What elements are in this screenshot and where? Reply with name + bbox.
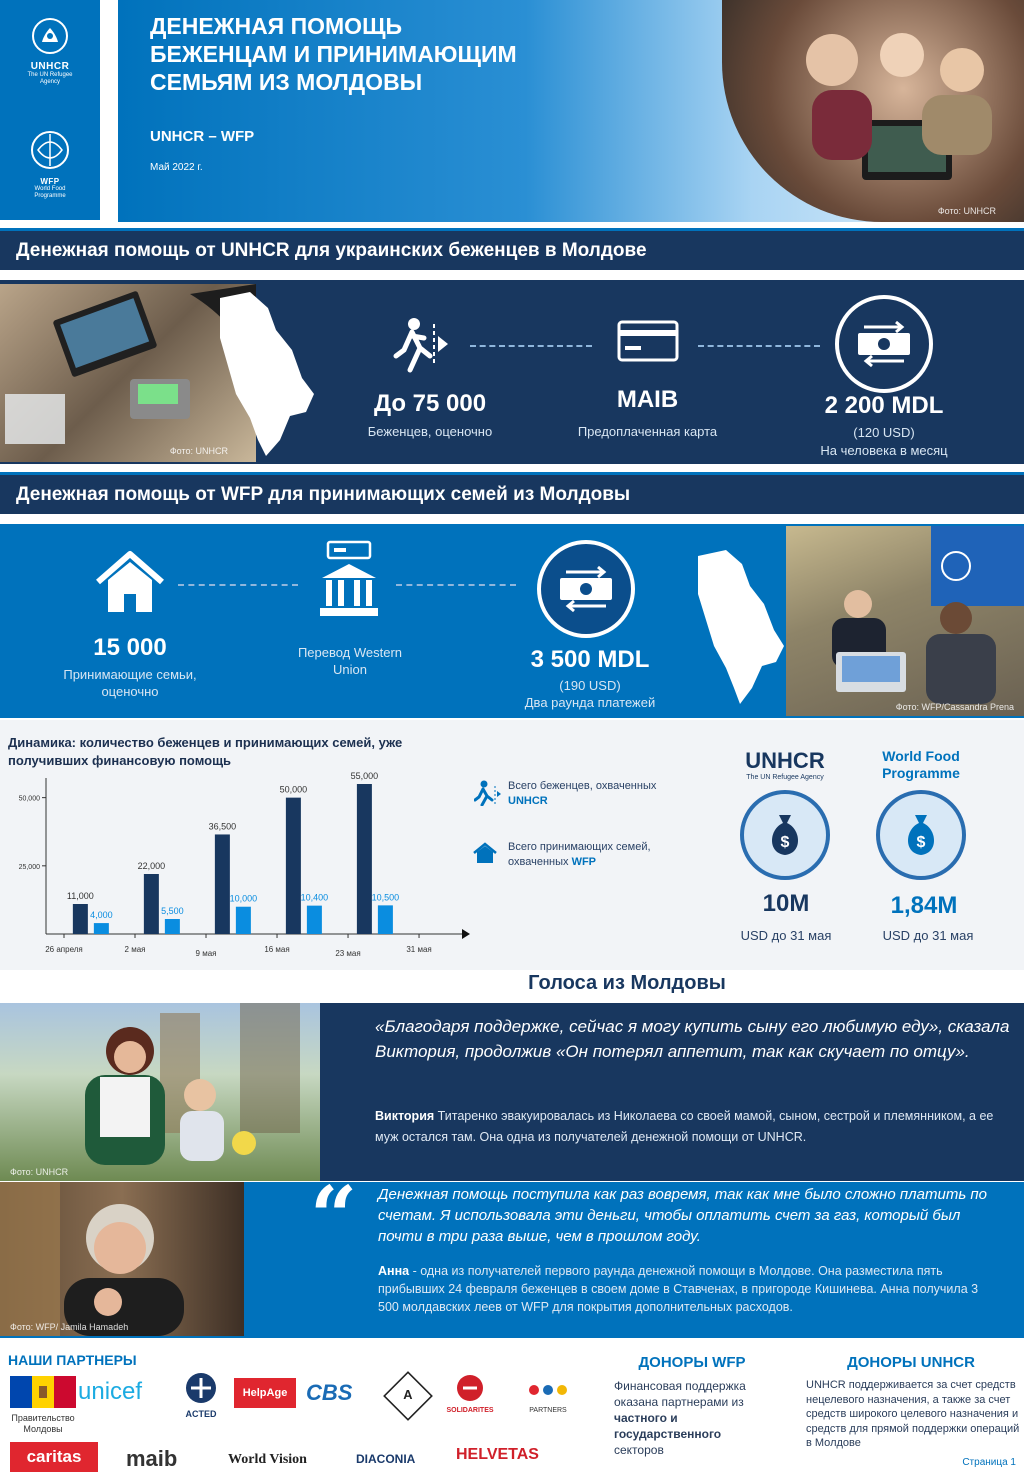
card-icon: [617, 320, 679, 362]
section1-stat1-value: До 75 000: [373, 390, 487, 417]
section1-bar: [0, 228, 1024, 270]
section1-stat2-value: MAIB: [616, 386, 679, 413]
bar-chart: [0, 768, 480, 964]
bar-wfp: [378, 905, 393, 934]
story2-body: - одна из получателей первого раунда денежной помощи в Молдове. Она разместила пять прибывших 24 февраля беженцев в своем доме в Ставченах, в пригороде Кишинева. Анна получила 3 500 молдавских леев от WFP для покрытия дополнительных расходов.: [378, 1264, 979, 1314]
story1-body: Титаренко эвакуировалась из Николаева со своей мамой, сыном, сестрой и племянником, а ее муж остался там. Она одна из получателей денежной помощи от UNHCR.: [375, 1109, 994, 1144]
bar-wfp-value-label: 10,400: [300, 892, 329, 903]
running-person-icon: [390, 316, 452, 374]
story2-text: [378, 1262, 998, 1316]
x-tick-label: 2 мая: [124, 945, 146, 954]
svg-text:$: $: [780, 834, 790, 851]
section1-stat3-label: На человека в месяц: [820, 443, 948, 458]
wfp-office-photo-placeholder: [786, 526, 1024, 716]
wfp-donors-title: ДОНОРЫ WFP: [638, 1354, 746, 1371]
wfp-donors-text: [614, 1378, 774, 1458]
section1-stat2-label: Предоплаченная карта: [577, 424, 718, 439]
story1-photo: [0, 1003, 320, 1181]
money-bag-icon: [765, 811, 805, 859]
donation-unhcr-value: 10M: [762, 890, 810, 917]
x-axis-arrow: [462, 929, 470, 939]
running-person-icon: [474, 780, 502, 806]
story1-photo-credit: Фото: UNHCR: [10, 1167, 69, 1177]
y-tick-label: 50,000: [18, 795, 40, 803]
story1-photo-placeholder: [0, 1003, 320, 1181]
bar-unhcr: [73, 904, 88, 934]
house-icon: [472, 842, 498, 864]
partner-diamond-logo: [383, 1371, 433, 1421]
bar-unhcr-value-label: 55,000: [350, 771, 379, 781]
dots-logo-icon: [526, 1378, 570, 1402]
unhcr-donors-title: ДОНОРЫ UNHCR: [847, 1354, 975, 1371]
bar-unhcr-value-label: 11,000: [66, 891, 94, 901]
bar-wfp: [307, 906, 322, 934]
section1-stat1-label: Беженцев, оценочно: [367, 424, 493, 439]
page-date: Май 2022 г.: [150, 162, 203, 173]
section2-stat3-sub: (190 USD): [559, 678, 621, 693]
bar-wfp-value-label: 5,500: [161, 906, 184, 916]
section2-title: Денежная помощь от WFP для принимающих семей из Молдовы: [16, 484, 631, 505]
page-subtitle: UNHCR – WFP: [150, 128, 255, 145]
donation-wfp-circle: [876, 790, 966, 880]
page-number: Страница 1: [962, 1457, 1016, 1468]
header-photo-credit: Фото: UNHCR: [937, 206, 996, 216]
donation-unhcr-org: [730, 748, 840, 781]
legend-wfp-org: WFP: [571, 856, 597, 868]
section2-stat3-label: Два раунда платежей: [524, 695, 656, 710]
section2-photo: [786, 526, 1024, 716]
solidarites-logo-icon: [454, 1374, 486, 1402]
svg-text:$: $: [916, 834, 926, 851]
partner-acted: [180, 1372, 222, 1419]
page-title-line-1: ДЕНЕЖНАЯ ПОМОЩЬ: [150, 13, 403, 39]
section2-connector-2: [396, 584, 516, 586]
bar-wfp-value-label: 4,000: [90, 910, 113, 921]
legend-unhcr-org: UNHCR: [508, 795, 548, 807]
legend-wfp-text: Всего принимающих семей, охваченных: [508, 841, 651, 868]
section2-connector-1: [178, 584, 298, 586]
page-title: [150, 12, 580, 96]
partner-partners-logo: [506, 1378, 590, 1414]
page-title-line-3: СЕМЬЯМ ИЗ МОЛДОВЫ: [150, 69, 423, 95]
bar-unhcr: [215, 834, 230, 934]
bank-icon: [318, 540, 380, 618]
chart-title: Динамика: количество беженцев и принимающих семей, уже получивших финансовую помощь: [8, 735, 403, 768]
story2-name: Анна: [378, 1264, 410, 1278]
unhcr-donors-text: UNHCR поддерживается за счет средств нецелевого назначения, а также за счет средств широкого целевого назначения и средств для прямой поддержки операций в Молдове: [806, 1379, 1020, 1449]
cash-transfer-icon: [556, 564, 616, 614]
section1-stat3-circle: [835, 295, 933, 393]
cash-transfer-icon: [854, 319, 914, 369]
wfp-logo-sub: World Food Programme: [34, 186, 66, 199]
story1-name: Виктория: [375, 1109, 435, 1123]
donation-wfp-org: World Food Programme: [882, 748, 960, 781]
wfp-donors-text-1: Финансовая поддержка оказана партнерами из: [614, 1379, 746, 1409]
partner-caritas: caritas: [10, 1442, 98, 1472]
wfp-logo-text: WFP: [40, 177, 60, 186]
legend-wfp: [508, 840, 658, 870]
wfp-emblem-icon: [28, 128, 72, 172]
quote-mark-icon: “: [310, 1169, 358, 1265]
partner-helvetas: HELVETAS: [456, 1446, 539, 1463]
donation-unhcr-org-sub: The UN Refugee Agency: [746, 774, 824, 781]
partner-helpage: HelpAge: [234, 1378, 296, 1408]
bar-unhcr: [144, 874, 159, 934]
unhcr-logo: [20, 16, 80, 86]
section2-stat3-value: 3 500 MDL: [530, 646, 650, 673]
partner-unicef: unicef: [78, 1378, 143, 1405]
bar-unhcr-value-label: 22,000: [137, 861, 166, 871]
story2-photo: [0, 1182, 244, 1336]
partner-partners-label: PARTNERS: [529, 1407, 567, 1414]
section2-photo-credit: Фото: WFP/Cassandra Prena: [895, 702, 1014, 712]
page-title-line-2: БЕЖЕНЦАМ И ПРИНИМАЮЩИМ: [150, 41, 517, 67]
donation-unhcr-label: USD до 31 мая: [740, 928, 832, 943]
partner-acted-label: ACTED: [185, 1409, 217, 1419]
partner-solidarites-label: SOLIDARITES: [446, 1407, 494, 1414]
bar-unhcr: [286, 798, 301, 934]
header-logo-panel: [0, 0, 100, 220]
section1-photo-credit: Фото: UNHCR: [169, 446, 228, 456]
section1-connector-2: [698, 345, 820, 347]
family-photo-placeholder: [722, 0, 1024, 222]
x-tick-label: 31 мая: [406, 945, 432, 954]
bar-unhcr: [357, 784, 372, 934]
section2-stat1-label: Принимающие семьи, оценочно: [63, 667, 197, 699]
partner-world-vision: World Vision: [228, 1452, 307, 1467]
bar-wfp-value-label: 10,500: [371, 892, 400, 903]
bar-wfp: [94, 923, 109, 934]
story2-photo-credit: Фото: WFP/ Jamila Hamadeh: [10, 1322, 129, 1332]
voices-title: Голоса из Молдовы: [528, 972, 726, 994]
partner-diaconia: DIACONIA: [356, 1452, 416, 1466]
story2-photo-placeholder: [0, 1182, 244, 1336]
partner-maib: maib: [126, 1446, 178, 1471]
wfp-donors-text-bold: частного и государственного: [614, 1411, 722, 1441]
donation-wfp-label: USD до 31 мая: [882, 928, 974, 943]
x-tick-label: 26 апреля: [45, 945, 83, 954]
partner-diamond-label: A: [403, 1388, 413, 1403]
acted-logo-icon: [183, 1372, 219, 1404]
house-icon: [94, 550, 166, 614]
bar-wfp: [236, 907, 251, 934]
section2-bar: [0, 472, 1024, 514]
story1-text: [375, 1106, 1005, 1148]
wfp-logo: [20, 128, 80, 200]
section2-stat3-circle: [537, 540, 635, 638]
partner-moldova-gov: [10, 1376, 76, 1435]
story1-quote: «Благодаря поддержке, сейчас я могу купить сыну его любимую еду», сказала Виктория, продолжив «Он потерял аппетит, так как скучает по отцу».: [375, 1017, 1010, 1061]
legend-unhcr: [508, 779, 658, 809]
partner-moldova-gov-label: Правительство Молдовы: [11, 1413, 75, 1434]
section2-stat1-value: 15 000: [93, 634, 167, 661]
bar-unhcr-value-label: 36,500: [208, 821, 237, 832]
section1-title: Денежная помощь от UNHCR для украинских беженцев в Молдове: [16, 240, 647, 261]
header-photo: [722, 0, 1024, 222]
unhcr-logo-sub: The UN Refugee Agency: [27, 72, 73, 85]
bar-unhcr-value-label: 50,000: [279, 784, 308, 795]
partner-cbs: CBS: [306, 1380, 353, 1405]
unhcr-logo-text: UNHCR: [30, 61, 70, 72]
y-tick-label: 25,000: [18, 863, 40, 871]
section1-stat3-value: 2 200 MDL: [824, 392, 944, 419]
x-tick-label: 9 мая: [195, 949, 217, 958]
x-tick-label: 16 мая: [264, 945, 290, 954]
story2-quote: Денежная помощь поступила как раз вовремя, так как мне было сложно платить по счетам. Я использовала эти деньги, чтобы оплатить счет за газ, который был почти в три раза выше, чем в прошлом году.: [378, 1186, 987, 1245]
donation-unhcr-org-name: UNHCR: [745, 748, 825, 773]
moldova-flag-icon: [10, 1376, 76, 1408]
unhcr-emblem-icon: [30, 16, 70, 56]
partners-title: НАШИ ПАРТНЕРЫ: [8, 1352, 137, 1368]
x-tick-label: 23 мая: [335, 949, 361, 958]
moldova-map-icon: [210, 290, 320, 460]
wfp-donors-text-2: секторов: [614, 1443, 664, 1457]
partner-solidarites: [444, 1374, 496, 1414]
legend-unhcr-text: Всего беженцев, охваченных: [508, 780, 657, 792]
money-bag-icon: [901, 811, 941, 859]
bar-wfp: [165, 919, 180, 934]
moldova-map-icon: [690, 548, 790, 708]
donation-wfp-value: 1,84M: [890, 892, 958, 919]
section1-stat3-sub: (120 USD): [853, 425, 915, 440]
donation-unhcr-circle: [740, 790, 830, 880]
bar-wfp-value-label: 10,000: [229, 893, 258, 904]
section1-connector-1: [470, 345, 592, 347]
section2-stat2-label: Перевод Western Union: [297, 645, 403, 677]
